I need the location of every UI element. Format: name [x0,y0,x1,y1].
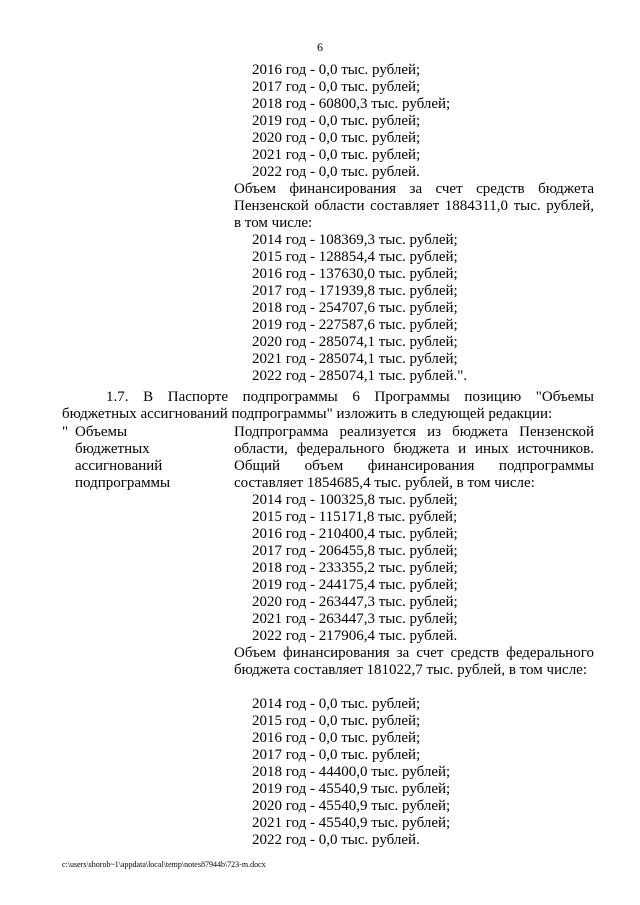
year-line: 2017 год - 171939,8 тыс. рублей; [252,283,458,299]
year-line: 2021 год - 45540,9 тыс. рублей; [252,815,451,831]
year-line: 2019 год - 227587,6 тыс. рублей; [252,317,458,333]
year-line: 2014 год - 0,0 тыс. рублей; [252,696,421,712]
year-line: 2020 год - 263447,3 тыс. рублей; [252,594,458,610]
label-line: ассигнований [75,458,163,474]
file-path-footer: c:\users\shorob~1\appdata\local\temp\notes87944b\723-m.docx [62,860,266,869]
year-line: 2020 год - 285074,1 тыс. рублей; [252,334,458,350]
year-line: 2022 год - 0,0 тыс. рублей. [252,832,420,848]
label-line: подпрограммы [75,475,171,491]
year-line: 2018 год - 233355,2 тыс. рублей; [252,560,458,576]
label-line: бюджетных [75,441,150,457]
total-funding-paragraph: Подпрограмма реализуется из бюджета Пензенской области, федерального бюджета и иных источников. Общий объем финансирования подпрограммы составляет 1854685,4 тыс. рублей, в том числе: [234,424,594,491]
year-line: 2016 год - 0,0 тыс. рублей; [252,730,421,746]
year-line: 2016 год - 137630,0 тыс. рублей; [252,266,458,282]
federal-funding-paragraph: Объем финансирования за счет средств федерального бюджета составляет 181022,7 тыс. рублей, в том числе: [234,645,594,678]
year-line: 2020 год - 45540,9 тыс. рублей; [252,798,451,814]
year-line: 2017 год - 0,0 тыс. рублей; [252,747,421,763]
year-line: 2019 год - 0,0 тыс. рублей; [252,113,421,129]
page-number: 6 [317,40,323,54]
year-line: 2022 год - 0,0 тыс. рублей. [252,164,420,180]
year-line: 2018 год - 254707,6 тыс. рублей; [252,300,458,316]
year-line: 2017 год - 206455,8 тыс. рублей; [252,543,458,559]
year-line: 2019 год - 244175,4 тыс. рублей; [252,577,458,593]
year-line: 2021 год - 263447,3 тыс. рублей; [252,611,458,627]
year-line: 2015 год - 115171,8 тыс. рублей; [252,509,458,525]
year-line: 2021 год - 0,0 тыс. рублей; [252,147,421,163]
year-line: 2022 год - 217906,4 тыс. рублей. [252,628,458,644]
year-line: 2016 год - 210400,4 тыс. рублей; [252,526,458,542]
regional-funding-paragraph: Объем финансирования за счет средств бюджета Пензенской области составляет 1884311,0 тыс. рублей, в том числе: [234,181,594,231]
year-line: 2018 год - 60800,3 тыс. рублей; [252,96,451,112]
year-line: 2019 год - 45540,9 тыс. рублей; [252,781,451,797]
year-line: 2015 год - 128854,4 тыс. рублей; [252,249,458,265]
label-line: Объемы [75,424,128,440]
year-line: 2022 год - 285074,1 тыс. рублей.". [252,368,468,384]
year-line: 2014 год - 100325,8 тыс. рублей; [252,492,458,508]
year-line: 2021 год - 285074,1 тыс. рублей; [252,351,458,367]
year-line: 2017 год - 0,0 тыс. рублей; [252,79,421,95]
section-paragraph: 1.7. В Паспорте подпрограммы 6 Программы позицию "Объемы бюджетных ассигнований подпрограммы" изложить в следующей редакции: [62,389,594,422]
year-line: 2018 год - 44400,0 тыс. рублей; [252,764,451,780]
year-line: 2015 год - 0,0 тыс. рублей; [252,713,421,729]
year-line: 2014 год - 108369,3 тыс. рублей; [252,232,458,248]
year-line: 2020 год - 0,0 тыс. рублей; [252,130,421,146]
opening-quote: " [62,424,69,440]
year-line: 2016 год - 0,0 тыс. рублей; [252,62,421,78]
